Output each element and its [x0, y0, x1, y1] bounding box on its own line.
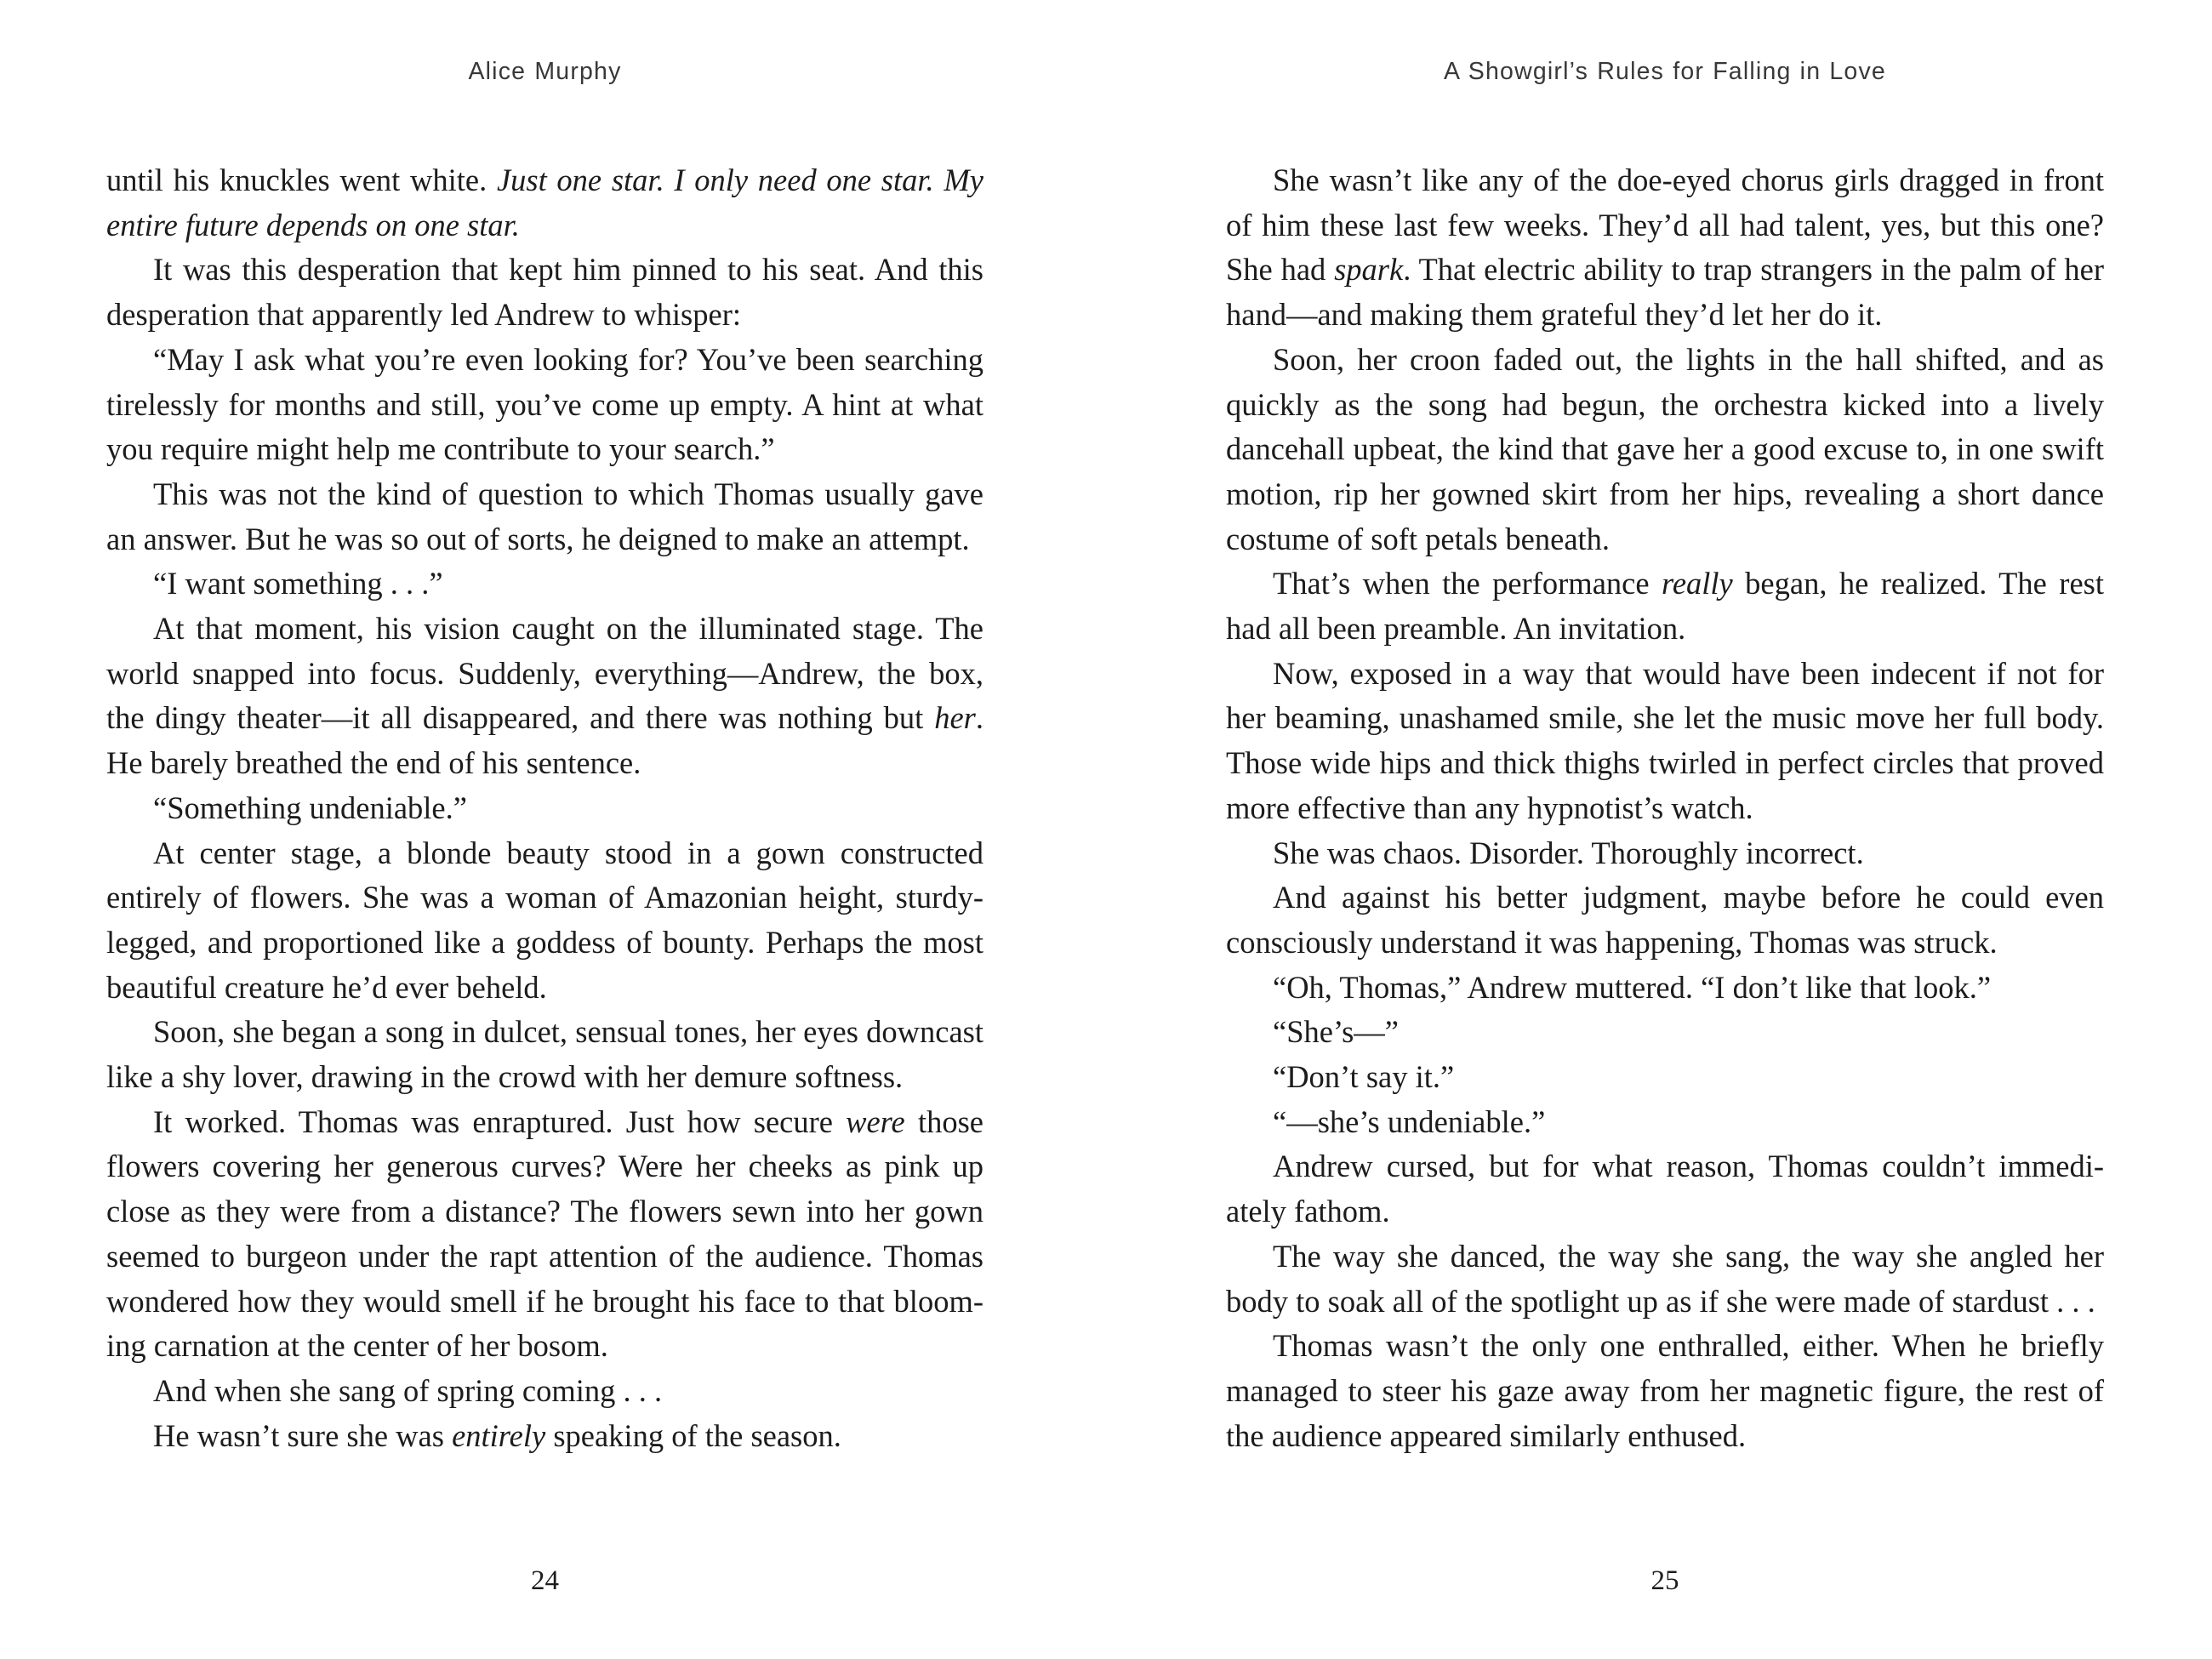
text-line: tirelessly for months and still, you’ve come up empty. A hint at what: [106, 386, 983, 422]
paragraph: [106, 562, 983, 607]
text-line: She was chaos. Disorder. Thoroughly incorrect.: [1273, 835, 1864, 870]
text-line: Andrew cursed, but for what reason, Thomas couldn’t immedi-: [1273, 1149, 2104, 1184]
text-line: And when she sang of spring coming . . .: [153, 1372, 663, 1408]
paragraph: [1226, 831, 2104, 876]
paragraph: [106, 1414, 983, 1459]
page-number-right: 25: [1650, 1565, 1679, 1596]
paragraph: [1226, 1055, 2104, 1100]
text-line: She wasn’t like any of the doe-eyed chorus girls dragged in front: [1273, 162, 2104, 197]
text-line: This was not the kind of question to which Thomas usually gave: [153, 476, 983, 511]
text-line: desperation that apparently led Andrew to whisper:: [106, 297, 742, 333]
text-line: He barely breathed the end of his sentence.: [106, 745, 641, 781]
text-line: costume of soft petals beneath.: [1226, 521, 1611, 556]
text-line: legged, and proportioned like a goddess of bounty. Perhaps the most: [106, 924, 983, 960]
text-line: That’s when the performance really began, he realized. The rest: [1273, 566, 2104, 601]
page-left-body-text: [106, 158, 983, 1458]
text-line: At center stage, a blonde beauty stood in a gown constructed: [153, 835, 983, 870]
text-line: He wasn’t sure she was entirely speaking of the season.: [153, 1417, 841, 1453]
text-line: “She’s—”: [1273, 1014, 1399, 1050]
text-line: “I want something . . .”: [153, 566, 443, 601]
page-right-body-text: [1226, 158, 2104, 1458]
paragraph: [1226, 1234, 2104, 1324]
paragraph: [106, 338, 983, 472]
text-line: of him these last few weeks. They’d all had talent, yes, but this one?: [1226, 207, 2104, 242]
paragraph: [1226, 1010, 2104, 1055]
paragraph: [1226, 875, 2104, 965]
paragraph: [106, 472, 983, 562]
text-line: wondered how they would smell if he brought his face to that bloom-: [106, 1283, 983, 1319]
text-line: entirely of flowers. She was a woman of Amazonian height, sturdy-: [106, 880, 983, 915]
paragraph: [106, 831, 983, 1011]
paragraph: [106, 1369, 983, 1414]
page-right: [1226, 0, 2104, 1659]
text-line: “—she’s undeniable.”: [1273, 1103, 1546, 1139]
text-line: dancehall upbeat, the kind that gave her a good excuse to, in one swift: [1226, 431, 2104, 467]
running-header-book-title: A Showgirl’s Rules for Falling in Love: [1444, 58, 1886, 85]
text-line: It worked. Thomas was enraptured. Just how secure were those: [153, 1103, 983, 1139]
text-line: flowers covering her generous curves? Were her cheeks as pink up: [106, 1149, 983, 1184]
text-line: Now, exposed in a way that would have been indecent if not for: [1273, 655, 2104, 691]
text-line: Soon, her croon faded out, the lights in the hall shifted, and as: [1273, 341, 2104, 377]
paragraph: [106, 158, 983, 248]
text-line: It was this desperation that kept him pinned to his seat. And this: [153, 252, 983, 288]
text-line: Soon, she began a song in dulcet, sensual tones, her eyes downcast: [153, 1014, 983, 1050]
text-line: Those wide hips and thick thighs twirled in perfect circles that proved: [1226, 745, 2104, 781]
text-line: until his knuckles went white. Just one star. I only need one star. My: [106, 162, 983, 197]
paragraph: [1226, 158, 2104, 338]
paragraph: [1226, 338, 2104, 562]
text-line: She had spark. That electric ability to trap strangers in the palm of her: [1226, 252, 2104, 288]
paragraph: [1226, 1324, 2104, 1458]
paragraph: [1226, 1144, 2104, 1234]
text-line: Thomas wasn’t the only one enthralled, either. When he briefly: [1273, 1328, 2104, 1364]
text-line: ing carnation at the center of her bosom.: [106, 1328, 608, 1364]
paragraph: [106, 786, 983, 831]
text-line: her beaming, unashamed smile, she let the music move her full body.: [1226, 700, 2104, 736]
page-number-left: 24: [531, 1565, 559, 1596]
paragraph: [1226, 1100, 2104, 1145]
running-header-author: Alice Murphy: [468, 58, 622, 85]
text-line: seemed to burgeon under the rapt attention of the audience. Thomas: [106, 1238, 983, 1274]
paragraph: [106, 248, 983, 337]
text-line: consciously understand it was happening, Thomas was struck.: [1226, 924, 1998, 960]
text-line: an answer. But he was so out of sorts, he deigned to make an attempt.: [106, 521, 970, 556]
text-line: The way she danced, the way she sang, the way she angled her: [1273, 1238, 2104, 1274]
paragraph: [106, 1010, 983, 1099]
text-line: “Don’t say it.”: [1273, 1059, 1455, 1095]
text-line: managed to steer his gaze away from her magnetic figure, the rest of: [1226, 1372, 2104, 1408]
text-line: close as they were from a distance? The flowers sewn into her gown: [106, 1194, 983, 1229]
text-line: more effective than any hypnotist’s watch.: [1226, 790, 1753, 825]
page-left: [106, 0, 983, 1659]
text-line: At that moment, his vision caught on the illuminated stage. The: [153, 611, 983, 647]
paragraph: [1226, 966, 2104, 1011]
text-line: body to soak all of the spotlight up as if she were made of stardust . . .: [1226, 1283, 2095, 1319]
paragraph: [106, 1100, 983, 1369]
text-line: quickly as the song had begun, the orchestra kicked into a lively: [1226, 386, 2104, 422]
text-line: ately fathom.: [1226, 1194, 1390, 1229]
text-line: “Something undeniable.”: [153, 790, 467, 825]
text-line: And against his better judgment, maybe before he could even: [1273, 880, 2104, 915]
text-line: the audience appeared similarly enthused.: [1226, 1417, 1747, 1453]
text-line: hand—and making them grateful they’d let her do it.: [1226, 297, 1883, 333]
text-line: entire future depends on one star.: [106, 207, 520, 242]
text-line: like a shy lover, drawing in the crowd with her demure softness.: [106, 1059, 904, 1095]
paragraph: [1226, 562, 2104, 651]
text-line: “Oh, Thomas,” Andrew muttered. “I don’t like that look.”: [1273, 969, 1992, 1005]
text-line: you require might help me contribute to your search.”: [106, 431, 775, 467]
paragraph: [106, 607, 983, 786]
text-line: beautiful creature he’d ever beheld.: [106, 969, 547, 1005]
text-line: world snapped into focus. Suddenly, everything—Andrew, the box,: [106, 655, 983, 691]
text-line: the dingy theater—it all disappeared, and there was nothing but her.: [106, 700, 983, 736]
paragraph: [1226, 652, 2104, 831]
text-line: “May I ask what you’re even looking for? You’ve been searching: [153, 341, 983, 377]
text-line: motion, rip her gowned skirt from her hips, revealing a short dance: [1226, 476, 2104, 511]
text-line: had all been preamble. An invitation.: [1226, 611, 1686, 647]
